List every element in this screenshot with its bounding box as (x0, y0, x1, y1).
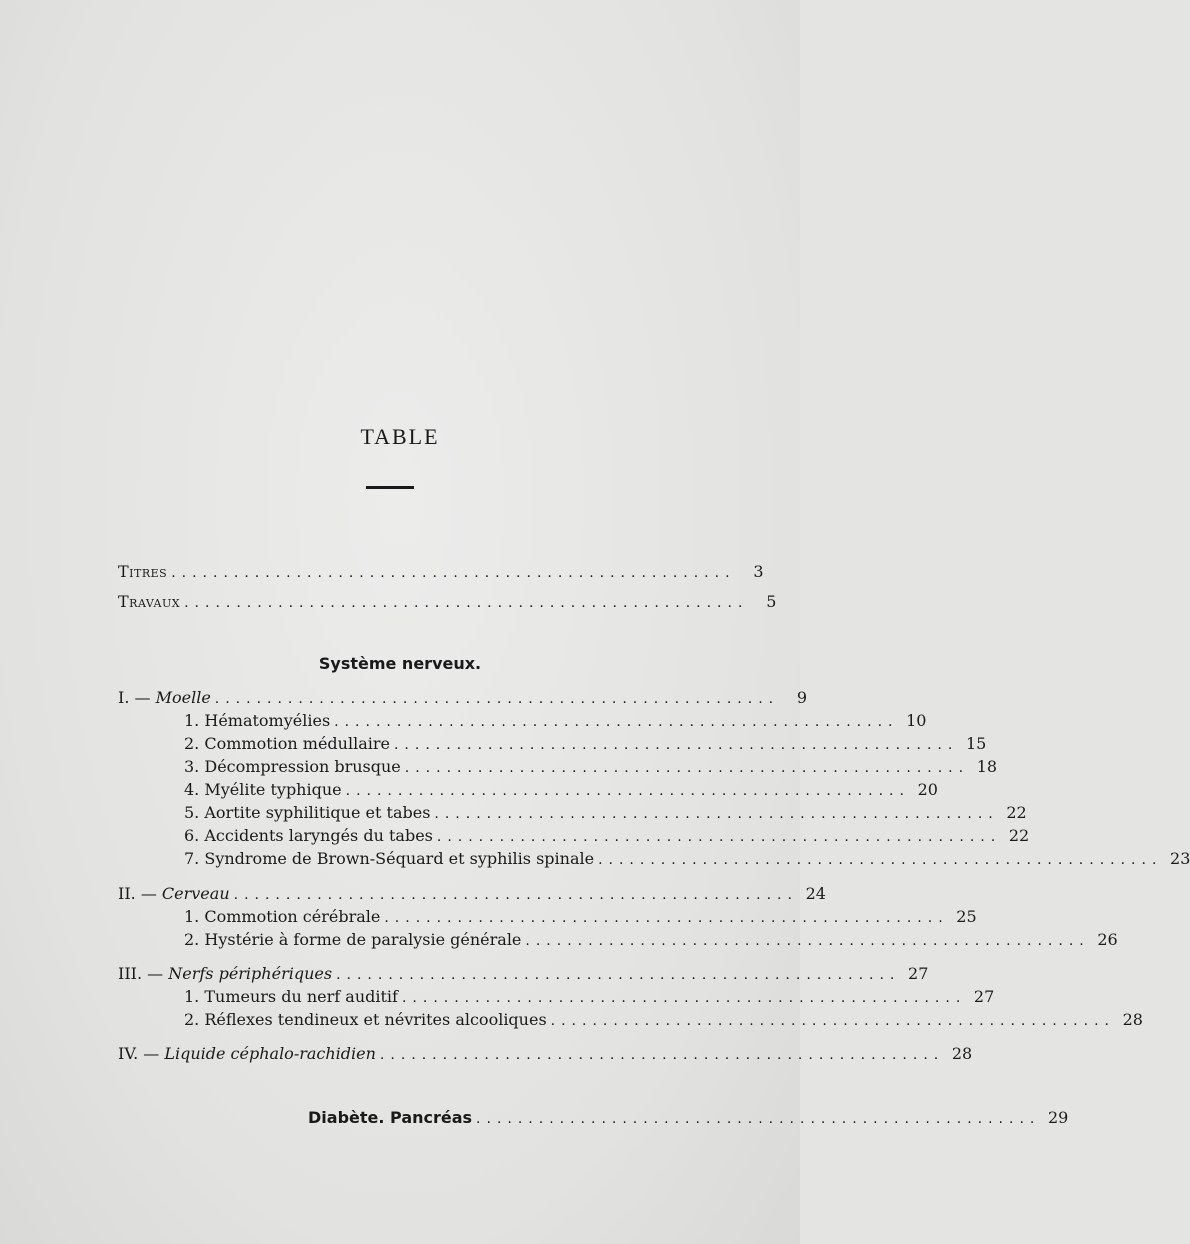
toc-label: Décompression brusque (204, 757, 401, 776)
toc-page: 5 (766, 592, 777, 611)
toc-page: 26 (1097, 930, 1118, 949)
leader-dots: ...................................................... (184, 595, 749, 611)
toc-label: Hématomyélies (204, 711, 331, 730)
toc-num: 3. (184, 757, 200, 776)
toc-num: 2. (184, 1010, 200, 1029)
toc-subentry (184, 734, 987, 756)
leader-dots: ...................................................... (476, 1111, 1041, 1127)
toc-subentry (184, 1010, 1143, 1032)
toc-subentry (184, 803, 1027, 825)
leader-dots: ...................................................... (214, 691, 780, 707)
toc-label: Accidents laryngés du tabes (204, 826, 433, 845)
toc-numeral: IV. — (118, 1044, 160, 1063)
toc-page: 10 (906, 711, 927, 730)
toc-label: Commotion médullaire (204, 734, 390, 753)
leader-dots: ...................................................... (336, 967, 901, 983)
leader-dots: ...................................................... (393, 737, 959, 753)
leader-dots: ...................................................... (525, 933, 1090, 949)
toc-entry-moelle (118, 688, 808, 710)
toc-subentry (184, 987, 995, 1009)
toc-page: 24 (805, 884, 826, 903)
toc-page: 29 (1048, 1108, 1069, 1127)
toc-subentry (184, 757, 998, 779)
toc-label: Titres (118, 562, 168, 581)
leader-dots: ...................................................... (550, 1013, 1115, 1029)
section-heading-systeme-nerveux: Système nerveux. (318, 654, 482, 673)
toc-entry-titres (118, 562, 764, 584)
toc-entry-travaux (118, 592, 777, 614)
toc-label: Hystérie à forme de paralysie générale (204, 930, 522, 949)
toc-subentry (184, 930, 1118, 952)
toc-page: 28 (951, 1044, 973, 1063)
toc-numeral: I. — (118, 688, 151, 707)
section-heading-diabete: Diabète. Pancréas (308, 1108, 473, 1127)
toc-subentry (184, 711, 927, 733)
toc-num: 4. (184, 780, 200, 799)
toc-entry-cerveau (118, 884, 826, 906)
leader-dots: ...................................................... (345, 783, 910, 799)
toc-label: Travaux (118, 592, 181, 611)
toc-page: 9 (796, 688, 808, 707)
toc-label: Moelle (155, 688, 211, 707)
leader-dots: ...................................................... (379, 1047, 945, 1063)
toc-label: Myélite typhique (204, 780, 342, 799)
toc-label: Nerfs périphériques (168, 964, 333, 983)
toc-entry-nerfs (118, 964, 929, 986)
leader-dots: ...................................................... (598, 852, 1163, 868)
toc-num: 7. (184, 849, 200, 868)
toc-numeral: III. — (118, 964, 164, 983)
toc-label: Liquide céphalo-rachidien (164, 1044, 376, 1063)
leader-dots: ...................................................... (434, 806, 999, 822)
toc-label: Syndrome de Brown-Séquard et syphilis spinale (204, 849, 595, 868)
toc-page: 20 (917, 780, 938, 799)
toc-num: 1. (184, 711, 200, 730)
toc-page: 23 (1170, 849, 1190, 868)
toc-subentry (184, 826, 1030, 848)
toc-num: 2. (184, 734, 200, 753)
leader-dots: ...................................................... (401, 990, 967, 1006)
toc-page: 22 (1006, 803, 1027, 822)
toc-page: 28 (1122, 1010, 1143, 1029)
toc-entry-diabete (308, 1108, 1069, 1130)
leader-dots: ...................................................... (233, 887, 798, 903)
toc-label: Commotion cérébrale (204, 907, 381, 926)
toc-page: 25 (956, 907, 977, 926)
toc-num: 6. (184, 826, 200, 845)
toc-label: Cerveau (161, 884, 230, 903)
leader-dots: ...................................................... (384, 910, 949, 926)
toc-subentry (184, 780, 938, 802)
toc-subentry (184, 907, 977, 929)
leader-dots: ...................................................... (436, 829, 1002, 845)
toc-page: 15 (965, 734, 987, 753)
title-rule (366, 486, 414, 489)
leader-dots: ...................................................... (404, 760, 970, 776)
toc-page: 27 (973, 987, 995, 1006)
leader-dots: ...................................................... (334, 714, 899, 730)
toc-num: 2. (184, 930, 200, 949)
toc-page: 22 (1008, 826, 1030, 845)
toc-page: 27 (908, 964, 929, 983)
leader-dots: ...................................................... (171, 565, 736, 581)
toc-entry-liquide (118, 1044, 973, 1066)
toc-label: Réflexes tendineux et névrites alcooliques (204, 1010, 547, 1029)
toc-num: 1. (184, 987, 200, 1006)
toc-numeral: II. — (118, 884, 157, 903)
toc-label: Tumeurs du nerf auditif (204, 987, 398, 1006)
toc-num: 5. (184, 803, 200, 822)
toc-page: 3 (753, 562, 764, 581)
toc-label: Aortite syphilitique et tabes (204, 803, 431, 822)
toc-subentry (184, 849, 1190, 871)
toc-num: 1. (184, 907, 200, 926)
page-title: TABLE (360, 424, 440, 449)
toc-page: 18 (976, 757, 998, 776)
